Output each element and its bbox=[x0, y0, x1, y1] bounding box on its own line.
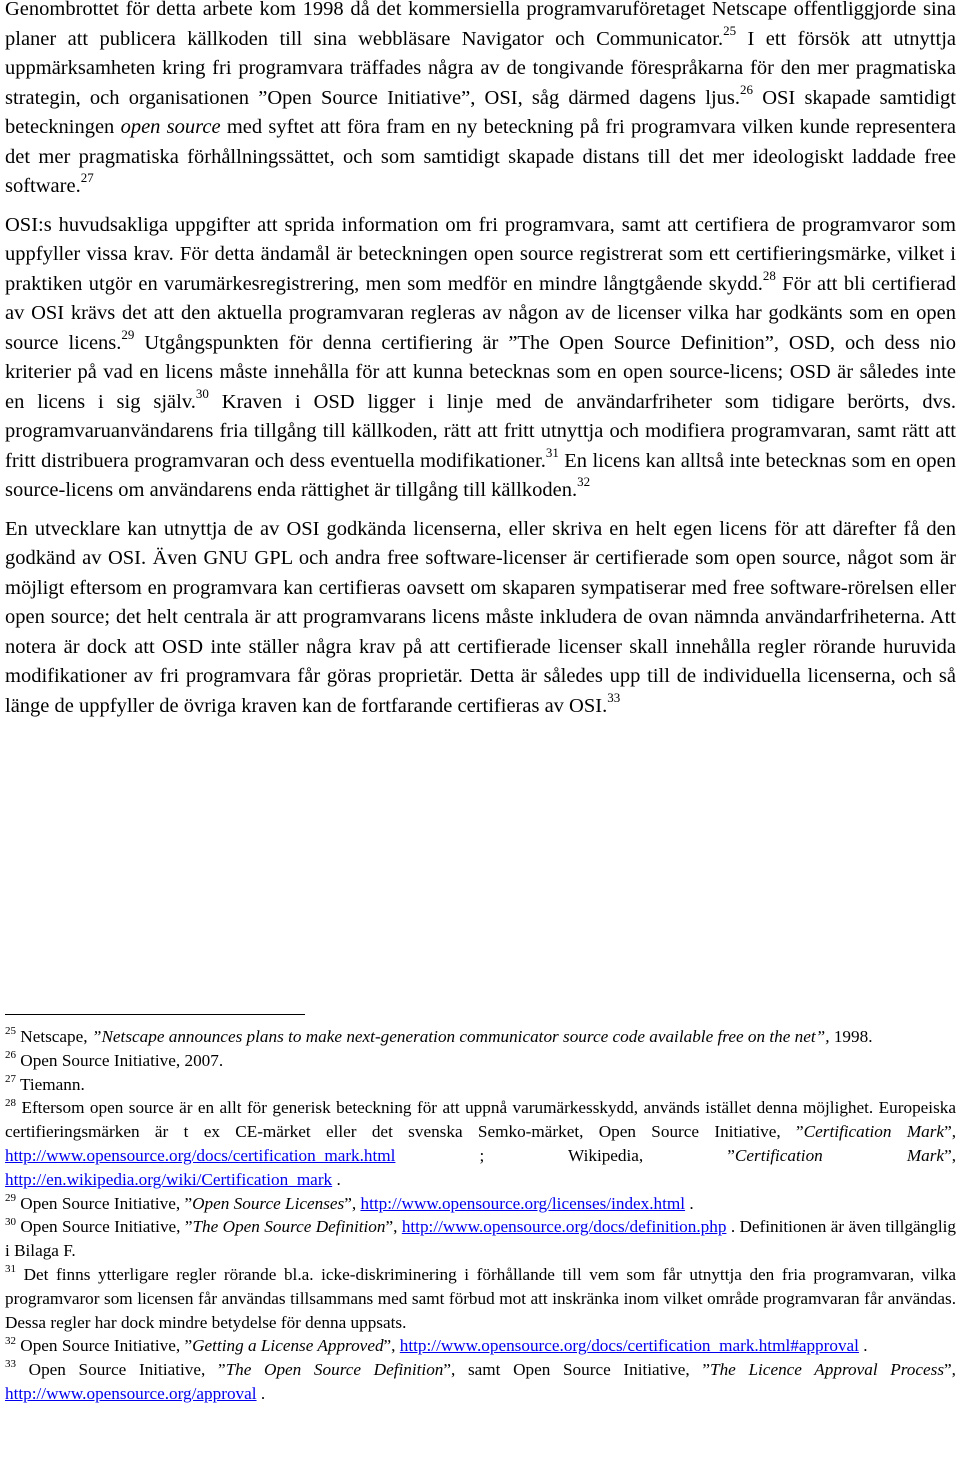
footnote-number: 28 bbox=[5, 1096, 16, 1109]
italic-text: Open Source Licenses bbox=[192, 1193, 345, 1213]
text-run: Open Source Initiative, ” bbox=[16, 1193, 193, 1213]
text-run: ”, bbox=[944, 1145, 956, 1165]
text-run: OSI skapade samtidigt beteckningen bbox=[5, 86, 956, 138]
text-run: Det finns ytterligare regler rörande bl.a. icke-diskriminering i förhållande till vem som får utnyttja den fria programvaran, vilka programvaror som licensen får användas tillsammans med samt förbud mot att inskränka inom vilket område programvaran får användas. Dessa regler har dock mindre betydelse för denna uppsats. bbox=[5, 1264, 956, 1332]
body-text bbox=[5, 0, 956, 721]
reference-link[interactable]: http://www.opensource.org/docs/certification_mark.html#approval bbox=[399, 1336, 859, 1356]
text-run: Eftersom open source är en allt för generisk beteckning för att uppnå varumärkesskydd, används istället denna möjlighet. Europeiska certifieringsmärken är t ex CE-märket eller det svenska Semko-märket, Open Source Initiative, ” bbox=[5, 1098, 956, 1142]
italic-text: Certification Mark bbox=[734, 1145, 945, 1165]
footnotes bbox=[5, 1025, 956, 1406]
text-run: ; Wikipedia, ” bbox=[395, 1145, 735, 1165]
text-run: Open Source Initiative, ” bbox=[16, 1336, 193, 1356]
text-run: ”, bbox=[344, 1193, 361, 1213]
body-paragraph bbox=[5, 0, 956, 202]
footnote bbox=[5, 1263, 956, 1334]
footnote-number: 29 bbox=[5, 1191, 16, 1204]
reference-link[interactable]: http://www.opensource.org/docs/definition.php bbox=[401, 1217, 727, 1237]
text-run: Utgångspunkten för denna certifiering är ”The Open Source Definition”, OSD, och dess nio kriterier på vad en licens måste innehålla för att kunna betecknas som en open source-licens; OSD är således inte en licens i sig själv. bbox=[5, 331, 956, 413]
footnote-number: 26 bbox=[5, 1049, 16, 1062]
text-run: ”, bbox=[383, 1336, 400, 1356]
reference-link[interactable]: http://en.wikipedia.org/wiki/Certification_mark bbox=[5, 1169, 333, 1189]
italic-text: Certification Mark bbox=[803, 1122, 945, 1142]
footnote-number: 31 bbox=[5, 1263, 16, 1276]
footnote-reference: 25 bbox=[723, 22, 737, 38]
footnote-reference: 32 bbox=[577, 474, 591, 490]
text-run: . bbox=[332, 1169, 341, 1189]
reference-link[interactable]: http://www.opensource.org/approval bbox=[5, 1383, 257, 1403]
italic-text: The Open Source Definition bbox=[192, 1217, 386, 1237]
text-run: 1998. bbox=[829, 1027, 873, 1046]
text-run: Kraven i OSD ligger i linje med de användarfriheter som tidigare berörts, dvs. programvaruanvändarens fria tillgång till källkoden, rätt att fritt utnyttja och modifiera programvaran, samt rätt att fritt distribuera programvaran och dess eventuella modifikationer. bbox=[5, 390, 956, 472]
footnote-divider bbox=[5, 1014, 305, 1015]
footnote-reference: 31 bbox=[545, 444, 559, 460]
text-run: Tiemann. bbox=[16, 1074, 85, 1094]
footnote bbox=[5, 1215, 956, 1263]
text-run: . bbox=[256, 1383, 266, 1403]
text-run: Open Source Initiative, ” bbox=[16, 1217, 193, 1237]
footnote-reference: 30 bbox=[195, 385, 209, 401]
footnote-reference: 26 bbox=[740, 81, 753, 97]
footnote bbox=[5, 1334, 956, 1358]
text-run: I ett försök att utnyttja uppmärksamheten kring fri programvara träffades några av de tongivande förespråkarna för den mer pragmatiska strategin, och organisationen ”Open Source Initiative”, OSI, såg därmed dagens ljus. bbox=[5, 27, 956, 109]
reference-link[interactable]: http://www.opensource.org/licenses/index.html bbox=[360, 1193, 686, 1213]
text-run: Open Source Initiative, ” bbox=[16, 1360, 226, 1380]
footnote-number: 30 bbox=[5, 1215, 16, 1228]
footnote bbox=[5, 1358, 956, 1406]
text-run: . bbox=[858, 1336, 868, 1356]
footnote-number: 32 bbox=[5, 1334, 16, 1347]
footnote bbox=[5, 1192, 956, 1216]
footnote-reference: 29 bbox=[121, 326, 135, 342]
text-run: ”, bbox=[944, 1122, 956, 1142]
body-paragraph bbox=[5, 211, 956, 506]
footnote-reference: 33 bbox=[607, 689, 621, 705]
italic-text: open source bbox=[120, 116, 221, 138]
italic-text: ”Netscape announces plans to make next-generation communicator source code available free on the net”, bbox=[91, 1027, 830, 1046]
reference-link[interactable]: http://www.opensource.org/docs/certification_mark.html bbox=[5, 1145, 396, 1165]
italic-text: Getting a License Approved bbox=[192, 1336, 384, 1356]
body-paragraph bbox=[5, 515, 956, 722]
text-run: För att bli certifierad av OSI krävs det att den aktuella programvaran regleras av någon av de licenser vilka har godkänts som en open source licens. bbox=[5, 272, 956, 354]
text-run: Open Source Initiative, 2007. bbox=[16, 1050, 224, 1070]
footnote bbox=[5, 1096, 956, 1191]
italic-text: The Licence Approval Process bbox=[710, 1360, 945, 1380]
footnote-number: 25 bbox=[5, 1025, 16, 1038]
text-run: . Definitionen är även tillgänglig i Bilaga F. bbox=[5, 1217, 956, 1261]
text-run: . bbox=[685, 1193, 694, 1213]
footnote bbox=[5, 1049, 956, 1073]
italic-text: The Open Source Definition bbox=[225, 1360, 444, 1380]
footnote-number: 27 bbox=[5, 1072, 16, 1085]
footnote bbox=[5, 1025, 956, 1049]
text-run: En utvecklare kan utnyttja de av OSI godkända licenserna, eller skriva en helt egen licens för att därefter få den godkänd av OSI. Även GNU GPL och andra free software-licenser är certifierade som open source, något som är möjligt eftersom en programvara kan certifieras oavsett om skaparen sympatiserar med free software-rörelsen eller open source; det helt centrala är att programvarans licens måste inkludera de ovan nämnda användarfriheterna. Att notera är dock att OSD inte ställer några krav på att certifierade licenser skall innehålla regler rörande huruvida modifikationer av fri programvara får göras proprietär. Detta är således upp till de individuella licenserna, och så länge de uppfyller de övriga kraven kan de fortfarande certifieras av OSI. bbox=[5, 517, 956, 717]
text-run: ”, bbox=[385, 1217, 402, 1237]
text-run: OSI:s huvudsakliga uppgifter att sprida information om fri programvara, samt att certifiera de programvaror som uppfyller vissa krav. För detta ändamål är beteckningen open source registrerat som ett certifieringsmärke, vilket i praktiken utgör en varumärkesregistrering, men som medför en mindre långtgående skydd. bbox=[5, 213, 956, 295]
text-run: med syftet att föra fram en ny beteckning på fri programvara vilken kunde representera det mer pragmatiska förhållningssättet, och som samtidigt skapade distans till det mer ideologiskt laddade free software. bbox=[5, 116, 956, 197]
text-run: ”, bbox=[944, 1360, 956, 1380]
text-run: Netscape, bbox=[16, 1027, 92, 1046]
footnote-reference: 28 bbox=[762, 267, 776, 283]
text-run: ”, samt Open Source Initiative, ” bbox=[443, 1360, 711, 1380]
footnote-number: 33 bbox=[5, 1358, 16, 1371]
footnote bbox=[5, 1073, 956, 1097]
text-run: En licens kan alltså inte betecknas som en open source-licens om användarens enda rättighet är tillgång till källkoden. bbox=[5, 449, 956, 501]
text-run: Genombrottet för detta arbete kom 1998 då det kommersiella programvaruföretaget Netscape offentliggjorde sina planer att publicera källkoden till sina webbläsare Navigator och Communicator. bbox=[5, 0, 956, 50]
footnote-reference: 27 bbox=[80, 170, 94, 186]
